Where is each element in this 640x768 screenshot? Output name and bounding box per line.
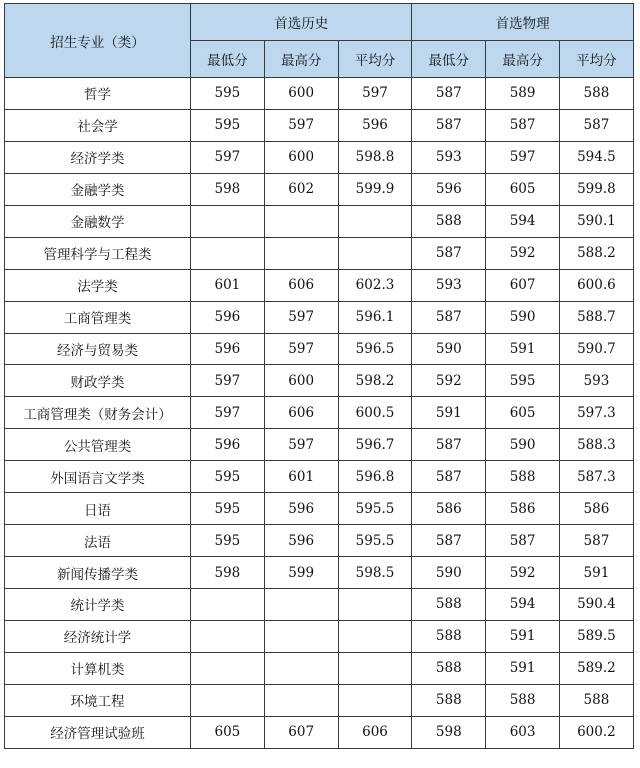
history-avg-cell: 599.9 [338,173,412,205]
header-physics-max: 最高分 [486,41,560,78]
table-row [5,269,634,301]
history-min-cell: 595 [191,493,265,525]
physics-min-cell: 590 [412,557,486,589]
physics-avg-cell: 588.3 [560,429,634,461]
physics-max-cell: 590 [486,301,560,333]
physics-max-cell: 591 [486,652,560,684]
table-row [5,365,634,397]
physics-min-cell: 593 [412,141,486,173]
history-max-cell: 597 [264,109,338,141]
history-avg-cell: 596.8 [338,461,412,493]
major-name-cell: 公共管理类 [5,429,191,461]
physics-min-cell: 588 [412,589,486,621]
physics-min-cell: 587 [412,109,486,141]
table-row [5,205,634,237]
history-avg-cell: 596.7 [338,429,412,461]
major-name-cell: 金融学类 [5,173,191,205]
history-avg-cell: 596 [338,109,412,141]
physics-max-cell: 590 [486,429,560,461]
history-max-cell [264,205,338,237]
physics-min-cell: 587 [412,525,486,557]
history-max-cell [264,620,338,652]
history-max-cell: 601 [264,461,338,493]
history-min-cell [191,589,265,621]
major-name-cell: 外国语言文学类 [5,461,191,493]
history-min-cell [191,620,265,652]
major-name-cell: 经济学类 [5,141,191,173]
physics-max-cell: 594 [486,589,560,621]
header-major: 招生专业（类） [5,4,191,78]
major-name-cell: 日语 [5,493,191,525]
physics-avg-cell: 586 [560,493,634,525]
physics-avg-cell: 594.5 [560,141,634,173]
history-min-cell: 597 [191,397,265,429]
history-min-cell: 596 [191,429,265,461]
history-avg-cell: 596.1 [338,301,412,333]
history-min-cell: 597 [191,365,265,397]
physics-min-cell: 596 [412,173,486,205]
physics-min-cell: 593 [412,269,486,301]
physics-max-cell: 592 [486,237,560,269]
history-min-cell: 595 [191,461,265,493]
table-row [5,461,634,493]
history-avg-cell [338,652,412,684]
major-name-cell: 统计学类 [5,589,191,621]
table-row [5,493,634,525]
history-avg-cell: 598.5 [338,557,412,589]
physics-avg-cell: 591 [560,557,634,589]
history-min-cell: 605 [191,716,265,748]
physics-min-cell: 587 [412,301,486,333]
history-min-cell [191,205,265,237]
history-min-cell: 595 [191,109,265,141]
physics-avg-cell: 599.8 [560,173,634,205]
physics-min-cell: 588 [412,652,486,684]
physics-avg-cell: 588 [560,78,634,110]
table-row [5,716,634,748]
physics-min-cell: 586 [412,493,486,525]
table-row [5,301,634,333]
physics-avg-cell: 590.1 [560,205,634,237]
table-header [5,4,634,78]
physics-min-cell: 587 [412,237,486,269]
physics-max-cell: 607 [486,269,560,301]
major-name-cell: 计算机类 [5,652,191,684]
major-name-cell: 环境工程 [5,684,191,716]
major-name-cell: 社会学 [5,109,191,141]
table-row [5,589,634,621]
header-history-min: 最低分 [191,41,265,78]
physics-max-cell: 597 [486,141,560,173]
header-physics-min: 最低分 [412,41,486,78]
physics-max-cell: 603 [486,716,560,748]
history-min-cell: 596 [191,301,265,333]
physics-avg-cell: 593 [560,365,634,397]
table-row [5,237,634,269]
history-avg-cell [338,589,412,621]
history-avg-cell [338,620,412,652]
physics-avg-cell: 589.2 [560,652,634,684]
history-max-cell: 607 [264,716,338,748]
physics-avg-cell: 589.5 [560,620,634,652]
header-history-max: 最高分 [264,41,338,78]
physics-avg-cell: 588 [560,684,634,716]
history-max-cell: 602 [264,173,338,205]
history-max-cell [264,684,338,716]
history-avg-cell: 595.5 [338,493,412,525]
physics-avg-cell: 600.6 [560,269,634,301]
major-name-cell: 新闻传播学类 [5,557,191,589]
physics-min-cell: 592 [412,365,486,397]
history-max-cell: 606 [264,397,338,429]
physics-min-cell: 588 [412,684,486,716]
history-avg-cell: 595.5 [338,525,412,557]
history-avg-cell [338,684,412,716]
history-min-cell: 595 [191,525,265,557]
physics-avg-cell: 590.7 [560,333,634,365]
major-name-cell: 经济与贸易类 [5,333,191,365]
table-row [5,557,634,589]
physics-max-cell: 588 [486,461,560,493]
history-min-cell: 598 [191,557,265,589]
history-avg-cell: 600.5 [338,397,412,429]
physics-min-cell: 587 [412,429,486,461]
history-max-cell: 597 [264,429,338,461]
table-row [5,141,634,173]
physics-max-cell: 587 [486,109,560,141]
history-max-cell: 597 [264,333,338,365]
header-group-history: 首选历史 [191,4,412,41]
history-avg-cell [338,205,412,237]
table-row [5,429,634,461]
history-avg-cell: 606 [338,716,412,748]
physics-max-cell: 586 [486,493,560,525]
table-row [5,78,634,110]
history-min-cell: 598 [191,173,265,205]
physics-avg-cell: 588.7 [560,301,634,333]
history-avg-cell: 596.5 [338,333,412,365]
major-name-cell: 经济统计学 [5,620,191,652]
admission-score-table [4,3,634,749]
history-max-cell: 596 [264,525,338,557]
physics-max-cell: 595 [486,365,560,397]
physics-min-cell: 598 [412,716,486,748]
history-min-cell [191,237,265,269]
physics-min-cell: 587 [412,78,486,110]
history-min-cell: 595 [191,78,265,110]
physics-min-cell: 587 [412,461,486,493]
major-name-cell: 财政学类 [5,365,191,397]
physics-avg-cell: 587 [560,109,634,141]
history-max-cell [264,589,338,621]
history-max-cell: 600 [264,78,338,110]
physics-max-cell: 605 [486,397,560,429]
major-name-cell: 金融数学 [5,205,191,237]
table-row [5,397,634,429]
physics-avg-cell: 600.2 [560,716,634,748]
history-min-cell [191,652,265,684]
physics-max-cell: 587 [486,525,560,557]
table-body [5,78,634,749]
history-max-cell: 596 [264,493,338,525]
history-max-cell: 600 [264,141,338,173]
physics-min-cell: 591 [412,397,486,429]
physics-max-cell: 592 [486,557,560,589]
history-max-cell [264,652,338,684]
history-max-cell: 597 [264,301,338,333]
physics-avg-cell: 587 [560,525,634,557]
score-table-container [4,3,634,749]
history-min-cell: 601 [191,269,265,301]
physics-max-cell: 588 [486,684,560,716]
physics-max-cell: 591 [486,333,560,365]
physics-max-cell: 591 [486,620,560,652]
major-name-cell: 法学类 [5,269,191,301]
history-min-cell [191,684,265,716]
major-name-cell: 工商管理类（财务会计） [5,397,191,429]
history-max-cell: 599 [264,557,338,589]
header-history-avg: 平均分 [338,41,412,78]
header-group-physics: 首选物理 [412,4,633,41]
table-row [5,109,634,141]
physics-min-cell: 588 [412,620,486,652]
history-avg-cell: 602.3 [338,269,412,301]
physics-max-cell: 605 [486,173,560,205]
physics-avg-cell: 588.2 [560,237,634,269]
major-name-cell: 法语 [5,525,191,557]
table-row [5,684,634,716]
major-name-cell: 经济管理试验班 [5,716,191,748]
header-physics-avg: 平均分 [560,41,634,78]
history-min-cell: 596 [191,333,265,365]
physics-max-cell: 589 [486,78,560,110]
major-name-cell: 哲学 [5,78,191,110]
table-row [5,173,634,205]
history-avg-cell: 598.2 [338,365,412,397]
major-name-cell: 管理科学与工程类 [5,237,191,269]
major-name-cell: 工商管理类 [5,301,191,333]
table-row [5,652,634,684]
physics-avg-cell: 587.3 [560,461,634,493]
history-avg-cell [338,237,412,269]
physics-avg-cell: 597.3 [560,397,634,429]
table-row [5,620,634,652]
history-max-cell: 606 [264,269,338,301]
history-avg-cell: 598.8 [338,141,412,173]
history-max-cell: 600 [264,365,338,397]
physics-min-cell: 590 [412,333,486,365]
table-row [5,333,634,365]
physics-avg-cell: 590.4 [560,589,634,621]
physics-min-cell: 588 [412,205,486,237]
history-min-cell: 597 [191,141,265,173]
table-row [5,525,634,557]
history-avg-cell: 597 [338,78,412,110]
history-max-cell [264,237,338,269]
physics-max-cell: 594 [486,205,560,237]
